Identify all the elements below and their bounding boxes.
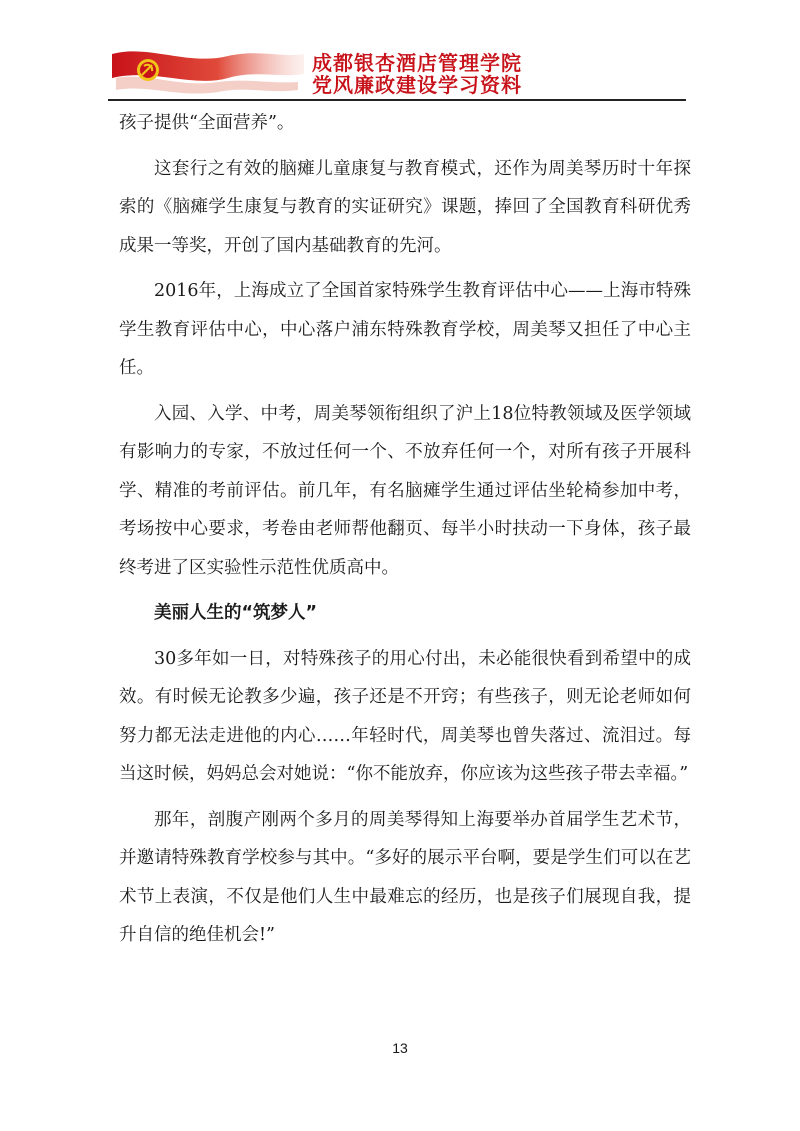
document-body [119, 104, 691, 955]
paragraph-4: 入园、入学、中考，周美琴领衔组织了沪上18位特教领域及医学领域有影响力的专家，不放过任何一个、不放弃任何一个，对所有孩子开展科学、精准的考前评估。前几年，有名脑瘫学生通过评估坐轮椅参加中考，考场按中心要求，考卷由老师帮他翻页、每半小时扶动一下身体，孩子最终考进了区实验性示范性优质高中。 [119, 403, 691, 578]
paragraph-3: 2016年，上海成立了全国首家特殊学生教育评估中心——上海市特殊学生教育评估中心，中心落户浦东特殊教育学校，周美琴又担任了中心主任。 [119, 281, 691, 378]
paragraph-2: 这套行之有效的脑瘫儿童康复与教育模式，还作为周美琴历时十年探索的《脑瘫学生康复与教育的实证研究》课题，捧回了全国教育科研优秀成果一等奖，开创了国内基础教育的先河。 [119, 158, 691, 256]
paragraph-6: 那年，剖腹产刚两个多月的周美琴得知上海要举办首届学生艺术节，并邀请特殊教育学校参与其中。“多好的展示平台啊，要是学生们可以在艺术节上表演，不仅是他们人生中最难忘的经历，也是孩子们展现自我，提升自信的绝佳机会!” [119, 809, 691, 945]
page-header [0, 0, 800, 100]
header-title-line2: 党风廉政建设学习资料 [312, 73, 522, 97]
party-flag-logo [108, 44, 308, 102]
paragraph-1: 孩子提供“全面营养”。 [119, 113, 295, 133]
section-subheading: 美丽人生的“筑梦人” [154, 603, 318, 623]
page-number: 13 [392, 1040, 408, 1056]
paragraph-5: 30多年如一日，对特殊孩子的用心付出，未必能很快看到希望中的成效。有时候无论教多少遍，孩子还是不开窍；有些孩子，则无论老师如何努力都无法走进他的内心……年轻时代，周美琴也曾失落过、流泪过。每当这时候，妈妈总会对她说：“你不能放弃，你应该为这些孩子带去幸福。” [119, 648, 691, 784]
header-title-line1: 成都银杏酒店管理学院 [312, 51, 522, 75]
header-divider [108, 99, 686, 101]
